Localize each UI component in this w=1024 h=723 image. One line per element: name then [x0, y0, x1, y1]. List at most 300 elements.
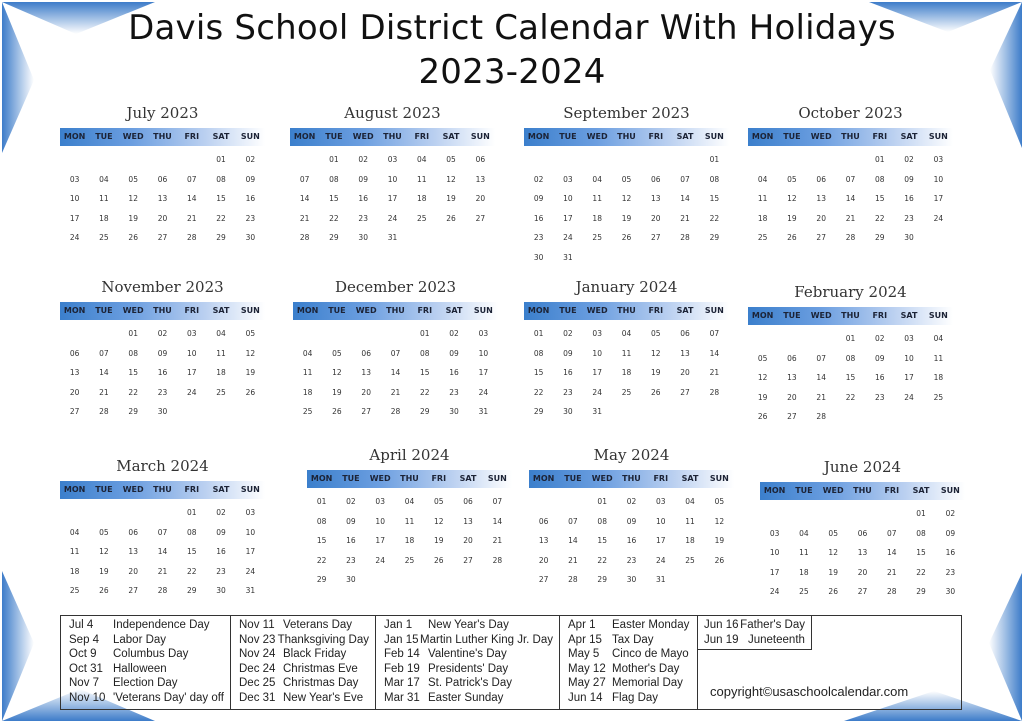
day-cell: 11 — [216, 348, 226, 358]
holiday-name: Martin Luther King Jr. Day — [420, 633, 553, 646]
day-cell: 11 — [302, 368, 313, 377]
day-cell: 18 — [404, 536, 415, 545]
day-cell: 29 — [533, 407, 544, 416]
weekday-label: THU — [153, 132, 172, 141]
day-cell: 30 — [449, 407, 459, 416]
day-cell: 09 — [945, 528, 956, 538]
month-calendar — [60, 276, 265, 422]
day-cell: 24 — [187, 387, 197, 397]
day-cell: 26 — [434, 555, 444, 565]
day-cell: 18 — [99, 213, 109, 223]
day-cell: 03 — [769, 528, 780, 538]
day-cell: 15 — [316, 536, 327, 545]
weekday-label: SUN — [487, 474, 507, 483]
day-cell: 20 — [463, 536, 473, 545]
day-cell: 13 — [787, 373, 797, 382]
day-cell: 22 — [875, 213, 885, 223]
weekday-label: FRI — [884, 486, 900, 495]
empty-day — [583, 150, 612, 170]
day-cell: 16 — [626, 536, 637, 545]
day-cell: 18 — [757, 213, 768, 223]
day-cell: 30 — [904, 233, 914, 242]
june-holidays-box — [698, 616, 812, 650]
day-cell: 18 — [216, 368, 226, 377]
empty-day — [529, 492, 558, 512]
holiday-date: Nov 24 — [239, 648, 276, 661]
holiday-name: St. Patrick's Day — [428, 677, 512, 690]
weekday-label: SUN — [240, 306, 260, 315]
day-cell: 30 — [945, 587, 956, 596]
holiday-name: 'Veterans Day' day off — [113, 691, 224, 704]
day-cell: 12 — [621, 194, 632, 203]
weekday-header — [290, 128, 495, 146]
day-cell: 17 — [245, 547, 256, 556]
day-cell: 01 — [709, 155, 720, 164]
day-cell: 30 — [626, 575, 637, 584]
month-calendar — [290, 102, 495, 248]
weekday-label: WED — [586, 306, 608, 315]
days-grid — [60, 150, 265, 248]
holiday-row — [384, 662, 553, 677]
weekday-label: FRI — [184, 132, 200, 141]
day-cell: 31 — [592, 407, 602, 416]
day-cell: 23 — [216, 566, 226, 576]
weekday-label: THU — [617, 132, 636, 141]
weekday-label: THU — [841, 311, 860, 320]
weekday-header — [293, 302, 498, 320]
copyright-notice: copyright©usaschoolcalendar.com — [710, 684, 909, 699]
day-cell: 10 — [656, 516, 666, 526]
day-cell: 14 — [492, 516, 503, 526]
weekday-header — [524, 128, 729, 146]
holiday-date: May 12 — [568, 662, 606, 675]
day-cell: 10 — [769, 548, 780, 557]
holiday-row — [704, 618, 805, 633]
day-cell: 11 — [417, 174, 427, 184]
day-cell: 07 — [492, 497, 503, 506]
day-cell: 29 — [916, 587, 926, 596]
empty-day — [807, 150, 836, 170]
day-cell: 21 — [99, 387, 109, 397]
days-grid — [748, 329, 953, 427]
day-cell: 04 — [685, 497, 695, 506]
day-cell: 08 — [875, 174, 885, 184]
weekday-label: TUE — [342, 474, 360, 483]
day-cell: 05 — [99, 527, 109, 537]
day-cell: 12 — [128, 194, 138, 203]
day-cell: 19 — [757, 392, 768, 402]
day-cell: 07 — [299, 174, 310, 184]
day-cell: 13 — [816, 194, 826, 203]
weekday-label: FRI — [184, 485, 200, 494]
day-cell: 26 — [99, 586, 109, 595]
day-cell: 12 — [99, 547, 109, 556]
day-cell: 13 — [69, 368, 80, 377]
empty-day — [322, 324, 351, 344]
day-cell: 01 — [329, 155, 339, 164]
day-cell: 17 — [904, 373, 914, 382]
day-cell: 08 — [316, 516, 327, 526]
day-cell: 24 — [769, 587, 780, 596]
day-cell: 19 — [434, 536, 444, 545]
day-cell: 09 — [358, 174, 368, 184]
day-cell: 03 — [187, 329, 197, 338]
holiday-name: Black Friday — [283, 648, 347, 661]
day-cell: 21 — [887, 567, 897, 577]
day-cell: 22 — [216, 213, 226, 223]
weekday-label: WED — [369, 474, 391, 483]
day-cell: 20 — [857, 567, 868, 577]
day-cell: 27 — [157, 233, 168, 242]
day-cell: 27 — [69, 407, 80, 416]
weekday-header — [748, 128, 953, 146]
weekday-label: SAT — [900, 132, 918, 141]
empty-day — [60, 503, 89, 523]
day-cell: 15 — [216, 194, 226, 203]
day-cell: 20 — [816, 213, 826, 223]
day-cell: 21 — [845, 213, 856, 223]
day-cell: 22 — [597, 555, 607, 565]
day-cell: 14 — [390, 368, 401, 377]
day-cell: 23 — [449, 387, 459, 397]
day-cell: 03 — [563, 174, 573, 184]
day-cell: 09 — [346, 516, 356, 526]
day-cell: 10 — [245, 527, 256, 537]
day-cell: 01 — [845, 334, 856, 343]
day-cell: 14 — [845, 194, 856, 203]
day-cell: 04 — [417, 155, 427, 164]
weekday-label: FRI — [414, 132, 430, 141]
day-cell: 06 — [128, 527, 138, 537]
holiday-row — [568, 691, 691, 706]
day-cell: 13 — [651, 194, 661, 203]
day-cell: 18 — [417, 194, 427, 203]
day-cell: 23 — [875, 392, 885, 402]
day-cell: 10 — [478, 348, 489, 358]
empty-day — [777, 329, 806, 349]
weekday-label: THU — [153, 306, 172, 315]
holiday-row — [568, 662, 691, 677]
day-cell: 17 — [387, 194, 398, 203]
day-cell: 11 — [799, 548, 809, 557]
day-cell: 13 — [463, 516, 473, 526]
holiday-date: Dec 25 — [239, 677, 276, 690]
day-cell: 25 — [933, 392, 944, 402]
day-cell: 03 — [656, 497, 666, 506]
weekday-label: THU — [841, 132, 860, 141]
holiday-row — [384, 633, 553, 648]
day-cell: 02 — [626, 497, 637, 506]
holiday-name: Presidents' Day — [428, 662, 509, 675]
weekday-label: WED — [810, 311, 832, 320]
day-cell: 10 — [904, 353, 914, 363]
day-cell: 26 — [621, 233, 632, 242]
weekday-label: TUE — [559, 306, 577, 315]
day-cell: 06 — [463, 497, 473, 506]
day-cell: 05 — [651, 329, 661, 338]
day-cell: 31 — [656, 575, 666, 584]
day-cell: 02 — [358, 155, 368, 164]
weekday-label: SAT — [445, 306, 463, 315]
day-cell: 11 — [99, 194, 109, 203]
empty-day — [89, 150, 118, 170]
holiday-name: New Year's Day — [428, 619, 509, 631]
holiday-name: Flag Day — [612, 691, 659, 704]
empty-day — [177, 150, 206, 170]
day-cell: 05 — [245, 329, 256, 338]
day-cell: 18 — [302, 387, 313, 397]
day-cell: 05 — [332, 348, 342, 358]
day-cell: 29 — [597, 575, 607, 584]
day-cell: 20 — [128, 566, 138, 576]
holiday-row — [239, 662, 369, 677]
day-cell: 06 — [69, 348, 80, 358]
day-cell: 16 — [945, 548, 956, 557]
holiday-date: May 5 — [568, 648, 600, 661]
day-cell: 24 — [563, 233, 573, 242]
days-grid — [529, 492, 734, 590]
day-cell: 01 — [533, 329, 544, 338]
day-cell: 01 — [597, 497, 607, 506]
weekday-label: SAT — [442, 132, 460, 141]
day-cell: 30 — [245, 233, 256, 242]
day-cell: 16 — [346, 536, 356, 545]
day-cell: 18 — [621, 368, 632, 377]
day-cell: 22 — [316, 555, 327, 565]
day-cell: 30 — [358, 233, 368, 242]
days-grid — [60, 324, 265, 422]
day-cell: 19 — [714, 536, 725, 545]
empty-day — [877, 504, 906, 524]
weekday-label: SAT — [681, 474, 699, 483]
empty-day — [558, 492, 587, 512]
weekday-label: THU — [383, 132, 402, 141]
day-cell: 19 — [446, 194, 456, 203]
day-cell: 10 — [933, 174, 944, 184]
day-cell: 08 — [329, 174, 339, 184]
weekday-label: SAT — [212, 306, 230, 315]
day-cell: 19 — [621, 213, 632, 223]
day-cell: 06 — [857, 528, 868, 538]
weekday-label: SAT — [459, 474, 477, 483]
day-cell: 02 — [563, 329, 573, 338]
day-cell: 27 — [680, 387, 690, 397]
day-cell: 20 — [361, 387, 371, 397]
month-calendar — [529, 444, 734, 590]
holiday-name: Christmas Day — [283, 677, 359, 690]
holiday-date: Nov 10 — [69, 691, 106, 704]
day-cell: 18 — [799, 567, 809, 577]
month-calendar — [748, 281, 953, 427]
day-cell: 07 — [680, 174, 690, 184]
empty-day — [148, 503, 177, 523]
day-cell: 04 — [799, 528, 809, 538]
day-cell: 13 — [857, 548, 868, 557]
holiday-row — [568, 633, 691, 648]
day-cell: 19 — [787, 213, 797, 223]
day-cell: 01 — [187, 508, 197, 517]
weekday-label: TUE — [328, 306, 346, 315]
day-cell: 17 — [769, 567, 780, 577]
day-cell: 19 — [651, 368, 661, 377]
day-cell: 23 — [904, 213, 914, 223]
day-cell: 20 — [538, 555, 549, 565]
holiday-name: Father's Day — [740, 619, 805, 631]
day-cell: 19 — [99, 566, 109, 576]
day-cell: 23 — [245, 213, 256, 223]
day-cell: 25 — [404, 555, 415, 565]
day-cell: 24 — [478, 387, 489, 397]
weekday-label: TUE — [783, 311, 801, 320]
day-cell: 13 — [128, 547, 138, 556]
day-cell: 03 — [69, 174, 80, 184]
weekday-label: SAT — [676, 132, 694, 141]
empty-day — [777, 150, 806, 170]
day-cell: 12 — [332, 368, 342, 377]
weekday-header — [760, 482, 965, 500]
holiday-row — [568, 618, 691, 633]
day-cell: 29 — [216, 233, 226, 242]
day-cell: 16 — [245, 194, 256, 203]
weekday-label: FRI — [417, 306, 433, 315]
holiday-row — [384, 691, 553, 706]
day-cell: 26 — [714, 555, 725, 565]
empty-day — [760, 504, 789, 524]
day-cell: 06 — [538, 516, 549, 526]
day-cell: 09 — [216, 527, 226, 537]
weekday-label: TUE — [795, 486, 813, 495]
day-cell: 17 — [187, 368, 197, 377]
day-cell: 21 — [492, 536, 503, 545]
day-cell: 05 — [128, 174, 138, 184]
day-cell: 09 — [157, 348, 168, 358]
days-grid — [760, 504, 965, 602]
month-calendar — [60, 102, 265, 248]
empty-day — [293, 324, 322, 344]
empty-day — [89, 503, 118, 523]
empty-day — [836, 150, 865, 170]
day-cell: 05 — [434, 497, 444, 506]
day-cell: 24 — [387, 213, 398, 223]
day-cell: 28 — [187, 233, 197, 242]
day-cell: 13 — [680, 348, 690, 358]
day-cell: 06 — [816, 174, 826, 184]
day-cell: 02 — [157, 329, 168, 338]
day-cell: 25 — [69, 586, 80, 595]
day-cell: 16 — [216, 547, 226, 556]
day-cell: 14 — [568, 536, 578, 545]
empty-day — [381, 324, 410, 344]
weekday-label: WED — [810, 132, 832, 141]
holiday-date: Mar 31 — [384, 691, 420, 704]
weekday-label: SAT — [900, 311, 918, 320]
day-cell: 12 — [434, 516, 444, 526]
weekday-label: FRI — [648, 132, 664, 141]
weekday-label: MON — [63, 306, 86, 315]
weekday-label: MON — [763, 486, 786, 495]
day-cell: 07 — [99, 348, 109, 358]
day-cell: 13 — [475, 174, 486, 184]
weekday-label: SUN — [473, 306, 493, 315]
day-cell: 15 — [187, 547, 197, 556]
day-cell: 10 — [592, 348, 602, 358]
day-cell: 25 — [757, 233, 768, 242]
holiday-name: Mother's Day — [612, 662, 680, 675]
day-cell: 10 — [187, 348, 197, 358]
month-title: December 2023 — [335, 278, 456, 296]
holiday-date: Jul 4 — [69, 619, 94, 631]
holiday-name: Cinco de Mayo — [612, 648, 689, 661]
holiday-row — [69, 633, 224, 648]
empty-day — [789, 504, 818, 524]
day-cell: 29 — [875, 233, 885, 242]
holiday-date: Dec 24 — [239, 662, 276, 675]
day-cell: 28 — [99, 407, 109, 416]
holiday-date: Dec 31 — [239, 691, 276, 704]
weekday-header — [60, 302, 265, 320]
day-cell: 30 — [563, 407, 573, 416]
day-cell: 12 — [245, 348, 256, 358]
day-cell: 04 — [757, 174, 768, 184]
holiday-name: Veterans Day — [283, 619, 353, 631]
day-cell: 08 — [187, 527, 197, 537]
day-cell: 14 — [680, 194, 690, 203]
day-cell: 27 — [816, 233, 826, 242]
page-title-line1: Davis School District Calendar With Holidays — [128, 8, 896, 48]
day-cell: 14 — [816, 373, 826, 382]
day-cell: 09 — [245, 174, 256, 184]
weekday-header — [60, 128, 265, 146]
holiday-date: Nov 7 — [69, 677, 100, 690]
weekday-label: FRI — [872, 311, 888, 320]
page-title — [0, 6, 1024, 94]
day-cell: 12 — [651, 348, 661, 358]
day-cell: 16 — [875, 373, 885, 382]
weekday-label: WED — [122, 306, 144, 315]
day-cell: 27 — [538, 575, 549, 584]
empty-day — [807, 329, 836, 349]
day-cell: 23 — [563, 387, 573, 397]
day-cell: 09 — [904, 174, 914, 184]
empty-day — [290, 150, 319, 170]
day-cell: 21 — [816, 392, 826, 402]
day-cell: 25 — [592, 233, 602, 242]
holiday-row — [239, 633, 369, 648]
holiday-date: Oct 9 — [69, 648, 97, 661]
day-cell: 25 — [99, 233, 109, 242]
day-cell: 08 — [420, 348, 430, 358]
holiday-row — [239, 647, 369, 662]
day-cell: 16 — [358, 194, 368, 203]
day-cell: 13 — [538, 536, 549, 545]
day-cell: 19 — [128, 213, 138, 223]
weekday-label: TUE — [95, 132, 113, 141]
day-cell: 22 — [533, 387, 544, 397]
day-cell: 20 — [651, 213, 661, 223]
holiday-row — [239, 676, 369, 691]
day-cell: 06 — [787, 353, 797, 363]
holidays-column-3 — [376, 616, 560, 709]
day-cell: 24 — [592, 387, 602, 397]
month-title: May 2024 — [593, 446, 670, 464]
day-cell: 27 — [475, 213, 486, 223]
weekday-label: WED — [822, 486, 844, 495]
day-cell: 26 — [787, 233, 797, 242]
day-cell: 19 — [332, 387, 342, 397]
day-cell: 26 — [245, 387, 256, 397]
day-cell: 25 — [621, 387, 632, 397]
day-cell: 20 — [680, 368, 690, 377]
